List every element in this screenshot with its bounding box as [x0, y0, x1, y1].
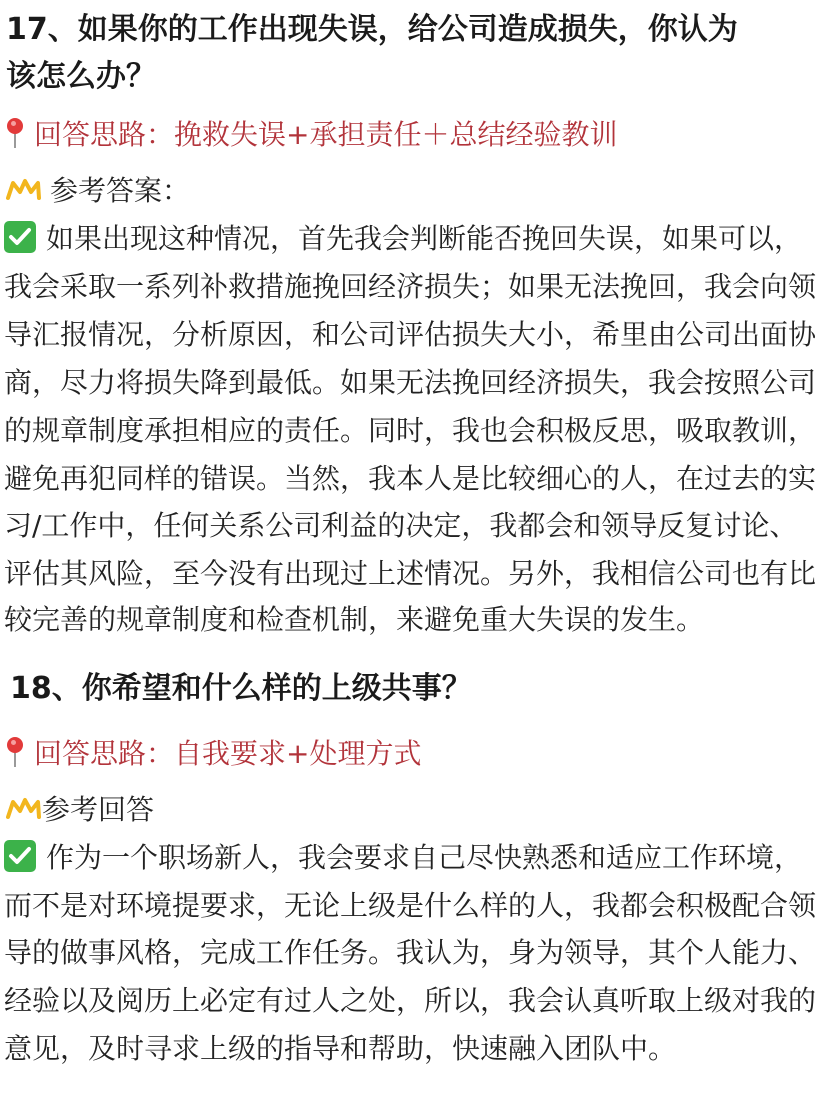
question-18-hint-text: 回答思路：自我要求+处理方式	[34, 737, 422, 770]
question-18-hint	[4, 734, 421, 774]
question-18-answer-text: 作为一个职场新人，我会要求自己尽快熟悉和适应工作环境，	[46, 841, 803, 874]
crown-icon	[4, 797, 42, 821]
question-17-hint	[4, 115, 617, 155]
question-17-answer-line: 我会采取一系列补救措施挽回经济损失；如果无法挽回，我会向领	[4, 270, 817, 303]
question-17-title-line-1: 17、如果你的工作出现失误，给公司造成损失，你认为	[6, 12, 738, 47]
round-pushpin-icon	[4, 735, 28, 769]
question-18-answer-line: 而不是对环境提要求，无论上级是什么样的人，我都会积极配合领	[4, 889, 817, 922]
question-17-answer-line: 导汇报情况，分析原因，和公司评估损失大小，希里由公司出面协	[4, 318, 817, 351]
question-18-answer-label	[4, 790, 154, 830]
question-17-answer-line: 评估其风险，至今没有出现过上述情况。另外，我相信公司也有比	[4, 557, 817, 590]
question-17-answer-line: 习/工作中，任何关系公司利益的决定，我都会和领导反复讨论、	[4, 509, 798, 542]
question-17-hint-text: 回答思路：挽救失误+承担责任＋总结经验教训	[34, 118, 618, 151]
question-17-answer-line: 的规章制度承担相应的责任。同时，我也会积极反思，吸取教训，	[4, 414, 817, 447]
question-18-answer-line: 意见，及时寻求上级的指导和帮助，快速融入团队中。	[4, 1032, 677, 1065]
round-pushpin-icon	[4, 116, 28, 150]
question-18-answer-line	[4, 838, 802, 878]
question-18-title: 18、你希望和什么样的上级共事？	[10, 671, 472, 706]
check-mark-button-icon	[4, 221, 36, 253]
question-17-answer-label	[4, 171, 190, 211]
question-17-answer-label-text: 参考答案：	[50, 174, 191, 207]
question-18-answer-line: 导的做事风格，完成工作任务。我认为，身为领导，其个人能力、	[4, 936, 817, 969]
question-17-answer-text: 如果出现这种情况，首先我会判断能否挽回失误，如果可以，	[46, 222, 803, 255]
check-mark-button-icon	[4, 840, 36, 872]
question-17-answer-line	[4, 219, 802, 259]
question-17-title-line-2: 该怎么办？	[6, 59, 156, 94]
question-18-answer-line: 经验以及阅历上必定有过人之处，所以，我会认真听取上级对我的	[4, 984, 817, 1017]
question-17-answer-line: 较完善的规章制度和检查机制，来避免重大失误的发生。	[4, 603, 705, 636]
question-18-answer-label-text: 参考回答	[42, 793, 155, 826]
crown-icon	[4, 178, 42, 202]
question-17-answer-line: 避免再犯同样的错误。当然，我本人是比较细心的人，在过去的实	[4, 462, 817, 495]
question-17-answer-line: 商，尽力将损失降到最低。如果无法挽回经济损失，我会按照公司	[4, 366, 817, 399]
